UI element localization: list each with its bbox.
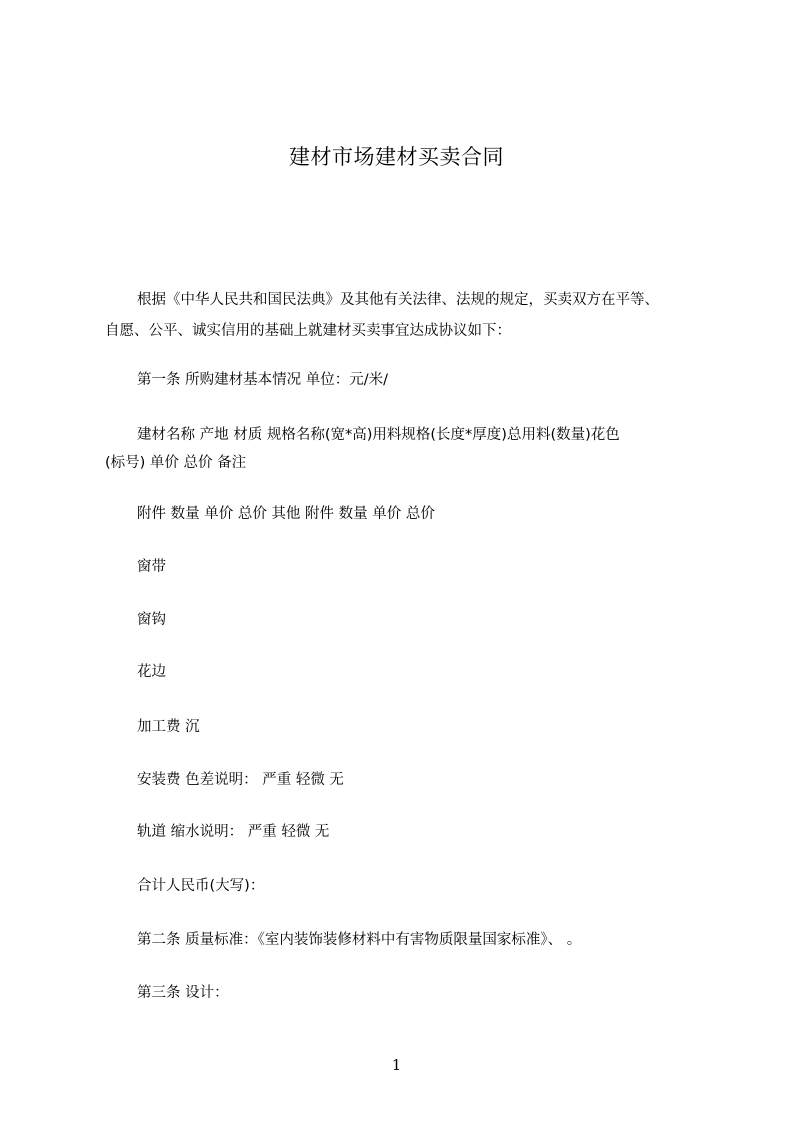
intro-paragraph-line-1: 根据《中华人民共和国民法典》及其他有关法律、法规的规定，买卖双方在平等、 (137, 292, 659, 308)
table-header-line-1: 建材名称 产地 材质 规格名称(宽*高)用料规格(长度*厚度)总用料(数量)花色 (137, 427, 620, 443)
item-window-hook: 窗钩 (137, 612, 166, 628)
processing-fee-line: 加工费 沉 (137, 719, 200, 735)
track-line: 轨道 缩水说明： 严重 轻微 无 (137, 824, 330, 840)
document-title: 建材市场建材买卖合同 (289, 145, 504, 169)
installation-fee-line: 安装费 色差说明： 严重 轻微 无 (137, 772, 344, 788)
item-window-strap: 窗带 (137, 559, 166, 575)
table-header-line-2: (标号) 单价 总价 备注 (105, 455, 247, 471)
item-lace: 花边 (137, 664, 166, 680)
accessories-header: 附件 数量 单价 总价 其他 附件 数量 单价 总价 (137, 506, 435, 522)
article-1-heading: 第一条 所购建材基本情况 单位：元/米/ (137, 372, 388, 388)
total-rmb-line: 合计人民币(大写)： (137, 878, 265, 894)
page-number: 1 (391, 1056, 402, 1074)
article-2-heading: 第二条 质量标准：《室内装饰装修材料中有害物质限量国家标准》、 。 (137, 932, 582, 948)
article-3-heading: 第三条 设计： (137, 985, 229, 1001)
intro-paragraph-line-2: 自愿、公平、诚实信用的基础上就建材买卖事宜达成协议如下： (105, 323, 511, 339)
